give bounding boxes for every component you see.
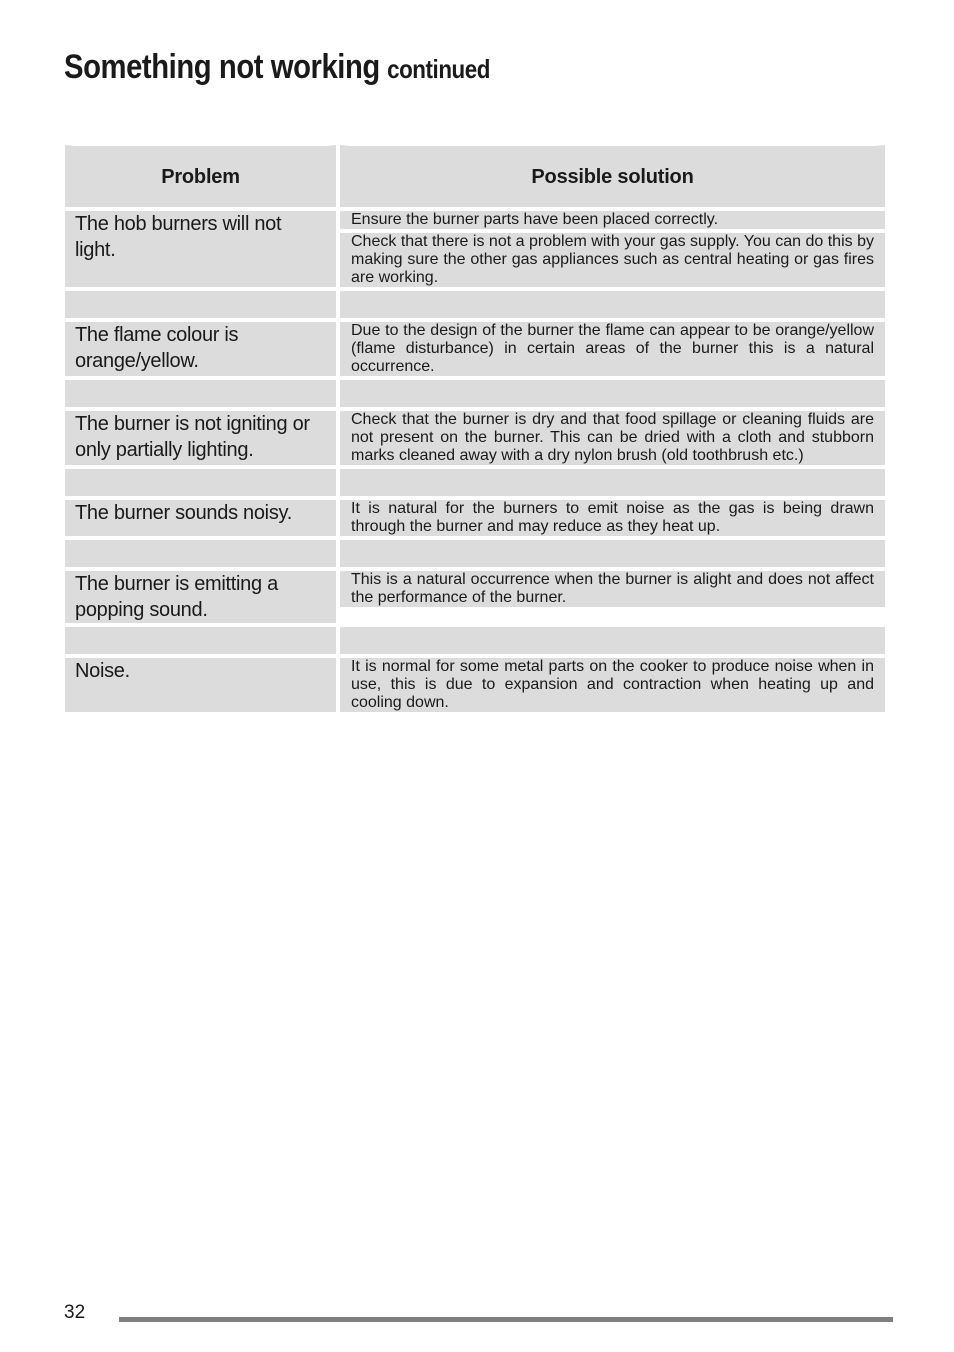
spacer-row xyxy=(65,627,885,654)
solution-cell xyxy=(340,322,885,376)
solution-text: It is natural for the burners to emit noise as the gas is being drawn through the burner and may reduce as they heat up. xyxy=(340,500,885,536)
problem-cell: The burner is emitting a popping sound. xyxy=(65,571,336,623)
table-header-row xyxy=(65,145,885,207)
solution-cell xyxy=(340,571,885,623)
problem-cell: The hob burners will not light. xyxy=(65,211,336,287)
spacer-cell xyxy=(340,540,885,567)
solution-cell xyxy=(340,500,885,536)
spacer-cell xyxy=(65,627,336,654)
spacer-row xyxy=(65,540,885,567)
troubleshooting-table xyxy=(65,145,885,716)
table-row xyxy=(65,211,885,287)
solution-text: It is normal for some metal parts on the cooker to produce noise when in use, this is due to expansion and contraction when heating up and cooling down. xyxy=(340,658,885,712)
title-main: Something not working xyxy=(64,48,380,86)
title-continued: continued xyxy=(387,54,491,84)
spacer-cell xyxy=(340,627,885,654)
table-row xyxy=(65,658,885,712)
table-row xyxy=(65,322,885,376)
page-number: 32 xyxy=(64,1302,86,1323)
problem-cell: The burner sounds noisy. xyxy=(65,500,336,536)
page-title xyxy=(64,48,490,87)
solution-cell xyxy=(340,658,885,712)
table-row xyxy=(65,571,885,623)
solution-cell xyxy=(340,411,885,465)
solution-cell xyxy=(340,211,885,287)
solution-text: This is a natural occurrence when the burner is alight and does not affect the performance of the burner. xyxy=(340,571,885,607)
spacer-cell xyxy=(65,540,336,567)
spacer-cell xyxy=(340,291,885,318)
problem-cell: The flame colour is orange/yellow. xyxy=(65,322,336,376)
header-possible-solution: Possible solution xyxy=(340,145,885,207)
spacer-row xyxy=(65,291,885,318)
spacer-cell xyxy=(65,291,336,318)
solution-text: Ensure the burner parts have been placed correctly. xyxy=(340,211,885,229)
footer-rule xyxy=(119,1317,893,1322)
spacer-cell xyxy=(65,469,336,496)
solution-text: Check that there is not a problem with your gas supply. You can do this by making sure the other gas appliances such as central heating or gas fires are working. xyxy=(340,233,885,287)
table-row xyxy=(65,500,885,536)
problem-cell: Noise. xyxy=(65,658,336,712)
spacer-cell xyxy=(340,380,885,407)
spacer-cell xyxy=(340,469,885,496)
spacer-row xyxy=(65,380,885,407)
header-problem: Problem xyxy=(65,145,336,207)
problem-cell: The burner is not igniting or only partially lighting. xyxy=(65,411,336,465)
spacer-cell xyxy=(65,380,336,407)
solution-text: Check that the burner is dry and that food spillage or cleaning fluids are not present on the burner. This can be dried with a cloth and stubborn marks cleaned away with a dry nylon brush (old toothbrush etc.) xyxy=(340,411,885,465)
spacer-row xyxy=(65,469,885,496)
solution-text: Due to the design of the burner the flame can appear to be orange/yellow (flame disturbance) in certain areas of the burner this is a natural occurrence. xyxy=(340,322,885,376)
table-row xyxy=(65,411,885,465)
